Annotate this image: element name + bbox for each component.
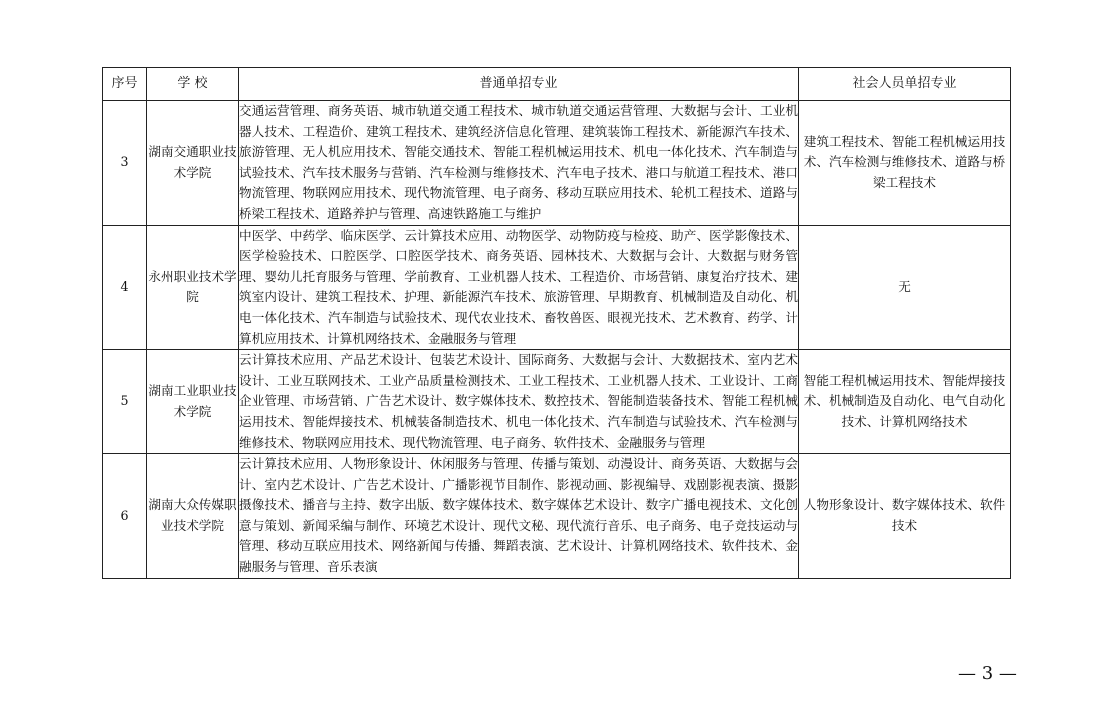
row-social-majors: 建筑工程技术、智能工程机械运用技术、汽车检测与维修技术、道路与桥梁工程技术 — [799, 101, 1011, 226]
row-social-majors: 人物形象设计、数字媒体技术、软件技术 — [799, 454, 1011, 579]
page-number: — 3 — — [958, 663, 1017, 684]
table-row — [103, 454, 1011, 579]
row-school: 永州职业技术学院 — [147, 225, 239, 350]
row-general-majors: 云计算技术应用、人物形象设计、休闲服务与管理、传播与策划、动漫设计、商务英语、大数据与会计、室内艺术设计、广告艺术设计、广播影视节目制作、影视动画、影视编导、戏剧影视表演、摄影摄像技术、播音与主持、数字出版、数字媒体技术、数字媒体艺术设计、数字广播电视技术、文化创意与策划、新闻采编与制作、环境艺术设计、现代文秘、现代流行音乐、电子商务、电子竞技运动与管理、移动互联应用技术、网络新闻与传播、舞蹈表演、艺术设计、计算机网络技术、软件技术、金融服务与管理、音乐表演 — [239, 454, 799, 579]
row-index: 6 — [103, 454, 147, 579]
header-index: 序号 — [103, 68, 147, 101]
row-school: 湖南大众传媒职业技术学院 — [147, 454, 239, 579]
table-row — [103, 225, 1011, 350]
table-row — [103, 101, 1011, 226]
row-index: 5 — [103, 350, 147, 454]
table-row — [103, 350, 1011, 454]
row-social-majors: 无 — [799, 225, 1011, 350]
row-index: 3 — [103, 101, 147, 226]
header-school: 学 校 — [147, 68, 239, 101]
header-social-majors: 社会人员单招专业 — [799, 68, 1011, 101]
row-general-majors: 云计算技术应用、产品艺术设计、包装艺术设计、国际商务、大数据与会计、大数据技术、室内艺术设计、工业互联网技术、工业产品质量检测技术、工业工程技术、工业机器人技术、工业设计、工商企业管理、市场营销、广告艺术设计、数字媒体技术、数控技术、智能制造装备技术、智能工程机械运用技术、智能焊接技术、机械装备制造技术、机电一体化技术、汽车制造与试验技术、汽车检测与维修技术、物联网应用技术、现代物流管理、电子商务、软件技术、金融服务与管理 — [239, 350, 799, 454]
row-general-majors: 交通运营管理、商务英语、城市轨道交通工程技术、城市轨道交通运营管理、大数据与会计、工业机器人技术、工程造价、建筑工程技术、建筑经济信息化管理、建筑装饰工程技术、新能源汽车技术、旅游管理、无人机应用技术、智能交通技术、智能工程机械运用技术、机电一体化技术、汽车制造与试验技术、汽车技术服务与营销、汽车检测与维修技术、汽车电子技术、港口与航道工程技术、港口物流管理、物联网应用技术、现代物流管理、电子商务、移动互联应用技术、轮机工程技术、道路与桥梁工程技术、道路养护与管理、高速铁路施工与维护 — [239, 101, 799, 226]
row-index: 4 — [103, 225, 147, 350]
row-social-majors: 智能工程机械运用技术、智能焊接技术、机械制造及自动化、电气自动化技术、计算机网络技术 — [799, 350, 1011, 454]
majors-table — [102, 67, 1011, 579]
header-general-majors: 普通单招专业 — [239, 68, 799, 101]
table-header-row — [103, 68, 1011, 101]
row-school: 湖南交通职业技术学院 — [147, 101, 239, 226]
row-school: 湖南工业职业技术学院 — [147, 350, 239, 454]
row-general-majors: 中医学、中药学、临床医学、云计算技术应用、动物医学、动物防疫与检疫、助产、医学影像技术、医学检验技术、口腔医学、口腔医学技术、商务英语、园林技术、大数据与会计、大数据与财务管理、婴幼儿托育服务与管理、学前教育、工业机器人技术、工程造价、市场营销、康复治疗技术、建筑室内设计、建筑工程技术、护理、新能源汽车技术、旅游管理、早期教育、机械制造及自动化、机电一体化技术、汽车制造与试验技术、现代农业技术、畜牧兽医、眼视光技术、艺术教育、药学、计算机应用技术、计算机网络技术、金融服务与管理 — [239, 225, 799, 350]
